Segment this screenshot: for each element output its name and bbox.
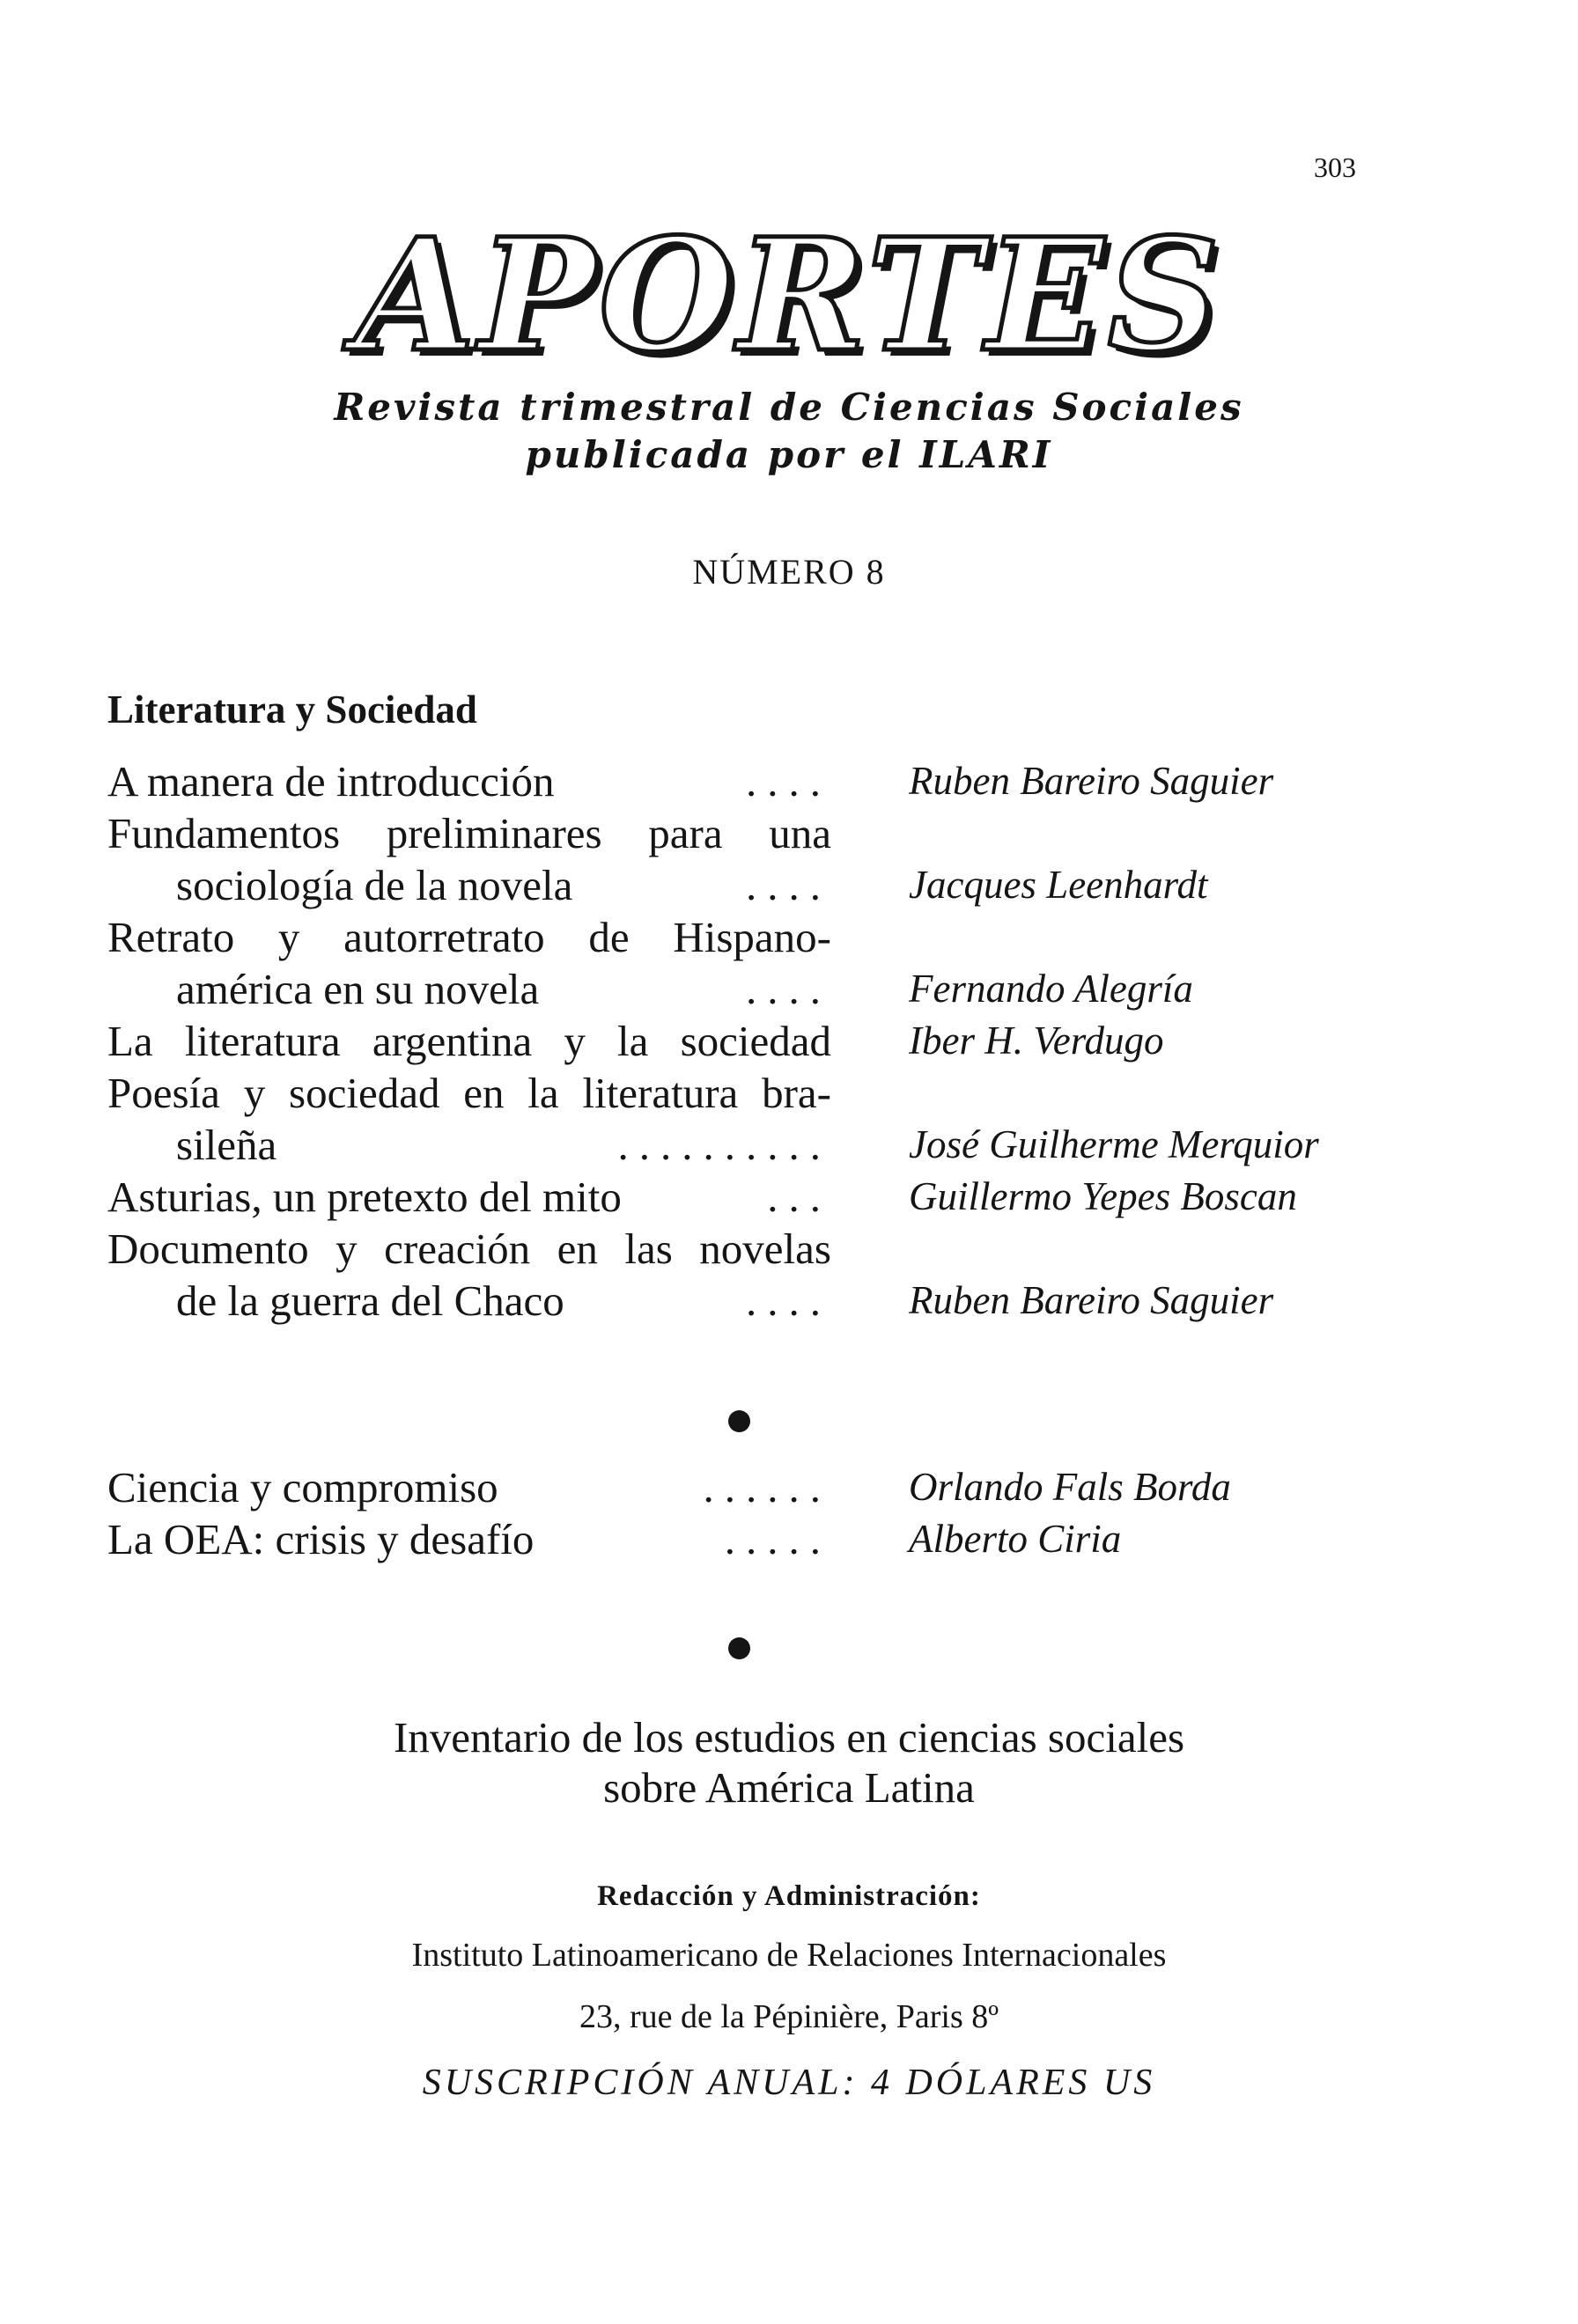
section-bullet (728, 1410, 750, 1432)
editorial-label: Redacción y Administración: (597, 1880, 981, 1912)
inventory-line2: sobre América Latina (603, 1763, 975, 1812)
toc-title-line: de la guerra del Chaco .... (176, 1276, 831, 1325)
toc-entry (107, 1223, 1464, 1327)
toc-author: Alberto Ciria (909, 1517, 1122, 1561)
toc-title-line: sileña .......... (176, 1121, 831, 1169)
toc-entry (107, 1461, 1464, 1513)
toc-title-line: La literatura argentina y la sociedad (107, 1017, 831, 1065)
toc-entry (107, 807, 1464, 911)
toc-title-line: La OEA: crisis y desafío ..... (107, 1515, 831, 1563)
issue-number: NÚMERO 8 (692, 552, 886, 592)
toc-author: Ruben Bareiro Saguier (909, 759, 1274, 803)
toc-title-line: américa en su novela .... (176, 965, 831, 1013)
section-heading: Literatura y Sociedad (107, 688, 477, 732)
address-line2: 23, rue de la Pépinière, Paris 8º (579, 1998, 999, 2035)
subscription-notice: SUSCRIPCIÓN ANUAL: 4 DÓLARES US (422, 2063, 1156, 2103)
toc-title-line: Poesía y sociedad en la literatura bra- (107, 1069, 831, 1117)
page-number: 303 (1314, 151, 1356, 183)
toc-title-line: Documento y creación en las novelas (107, 1225, 831, 1273)
address-line1: Instituto Latinoamericano de Relaciones Internacionales (411, 1937, 1167, 1974)
toc-author: Ruben Bareiro Saguier (909, 1278, 1274, 1322)
toc-title-line: Fundamentos preliminares para una (107, 809, 831, 857)
table-of-contents (107, 755, 1464, 1327)
toc-entry (107, 755, 1464, 807)
toc-entry (107, 1513, 1464, 1565)
journal-subtitle-line2: publicada por el ILARI (525, 432, 1053, 476)
toc-entry (107, 1015, 1464, 1067)
editorial-address (0, 1924, 1578, 2048)
toc-author: Orlando Fals Borda (909, 1465, 1231, 1509)
toc-author: José Guilherme Merquior (909, 1122, 1319, 1166)
inventory-title (0, 1712, 1578, 1813)
section-bullet (728, 1637, 750, 1659)
toc-title-line: A manera de introducción .... (107, 757, 831, 805)
toc-entry (107, 1067, 1464, 1171)
toc-title-line: Retrato y autorretrato de Hispano- (107, 913, 831, 961)
table-of-contents-secondary (107, 1461, 1464, 1565)
toc-author: Guillermo Yepes Boscan (909, 1174, 1297, 1218)
toc-author: Fernando Alegría (909, 967, 1193, 1011)
journal-title: APORTES (355, 204, 1223, 386)
toc-title-line: sociología de la novela .... (176, 861, 831, 909)
toc-entry (107, 1171, 1464, 1223)
journal-subtitle-line1: Revista trimestral de Ciencias Sociales (334, 386, 1244, 429)
toc-entry (107, 911, 1464, 1015)
toc-author: Jacques Leenhardt (909, 863, 1208, 907)
masthead (0, 204, 1578, 479)
toc-title-line: Asturias, un pretexto del mito ... (107, 1173, 831, 1221)
inventory-line1: Inventario de los estudios en ciencias sociales (393, 1713, 1185, 1761)
toc-author: Iber H. Verdugo (909, 1019, 1164, 1063)
toc-title-line: Ciencia y compromiso ...... (107, 1463, 831, 1511)
